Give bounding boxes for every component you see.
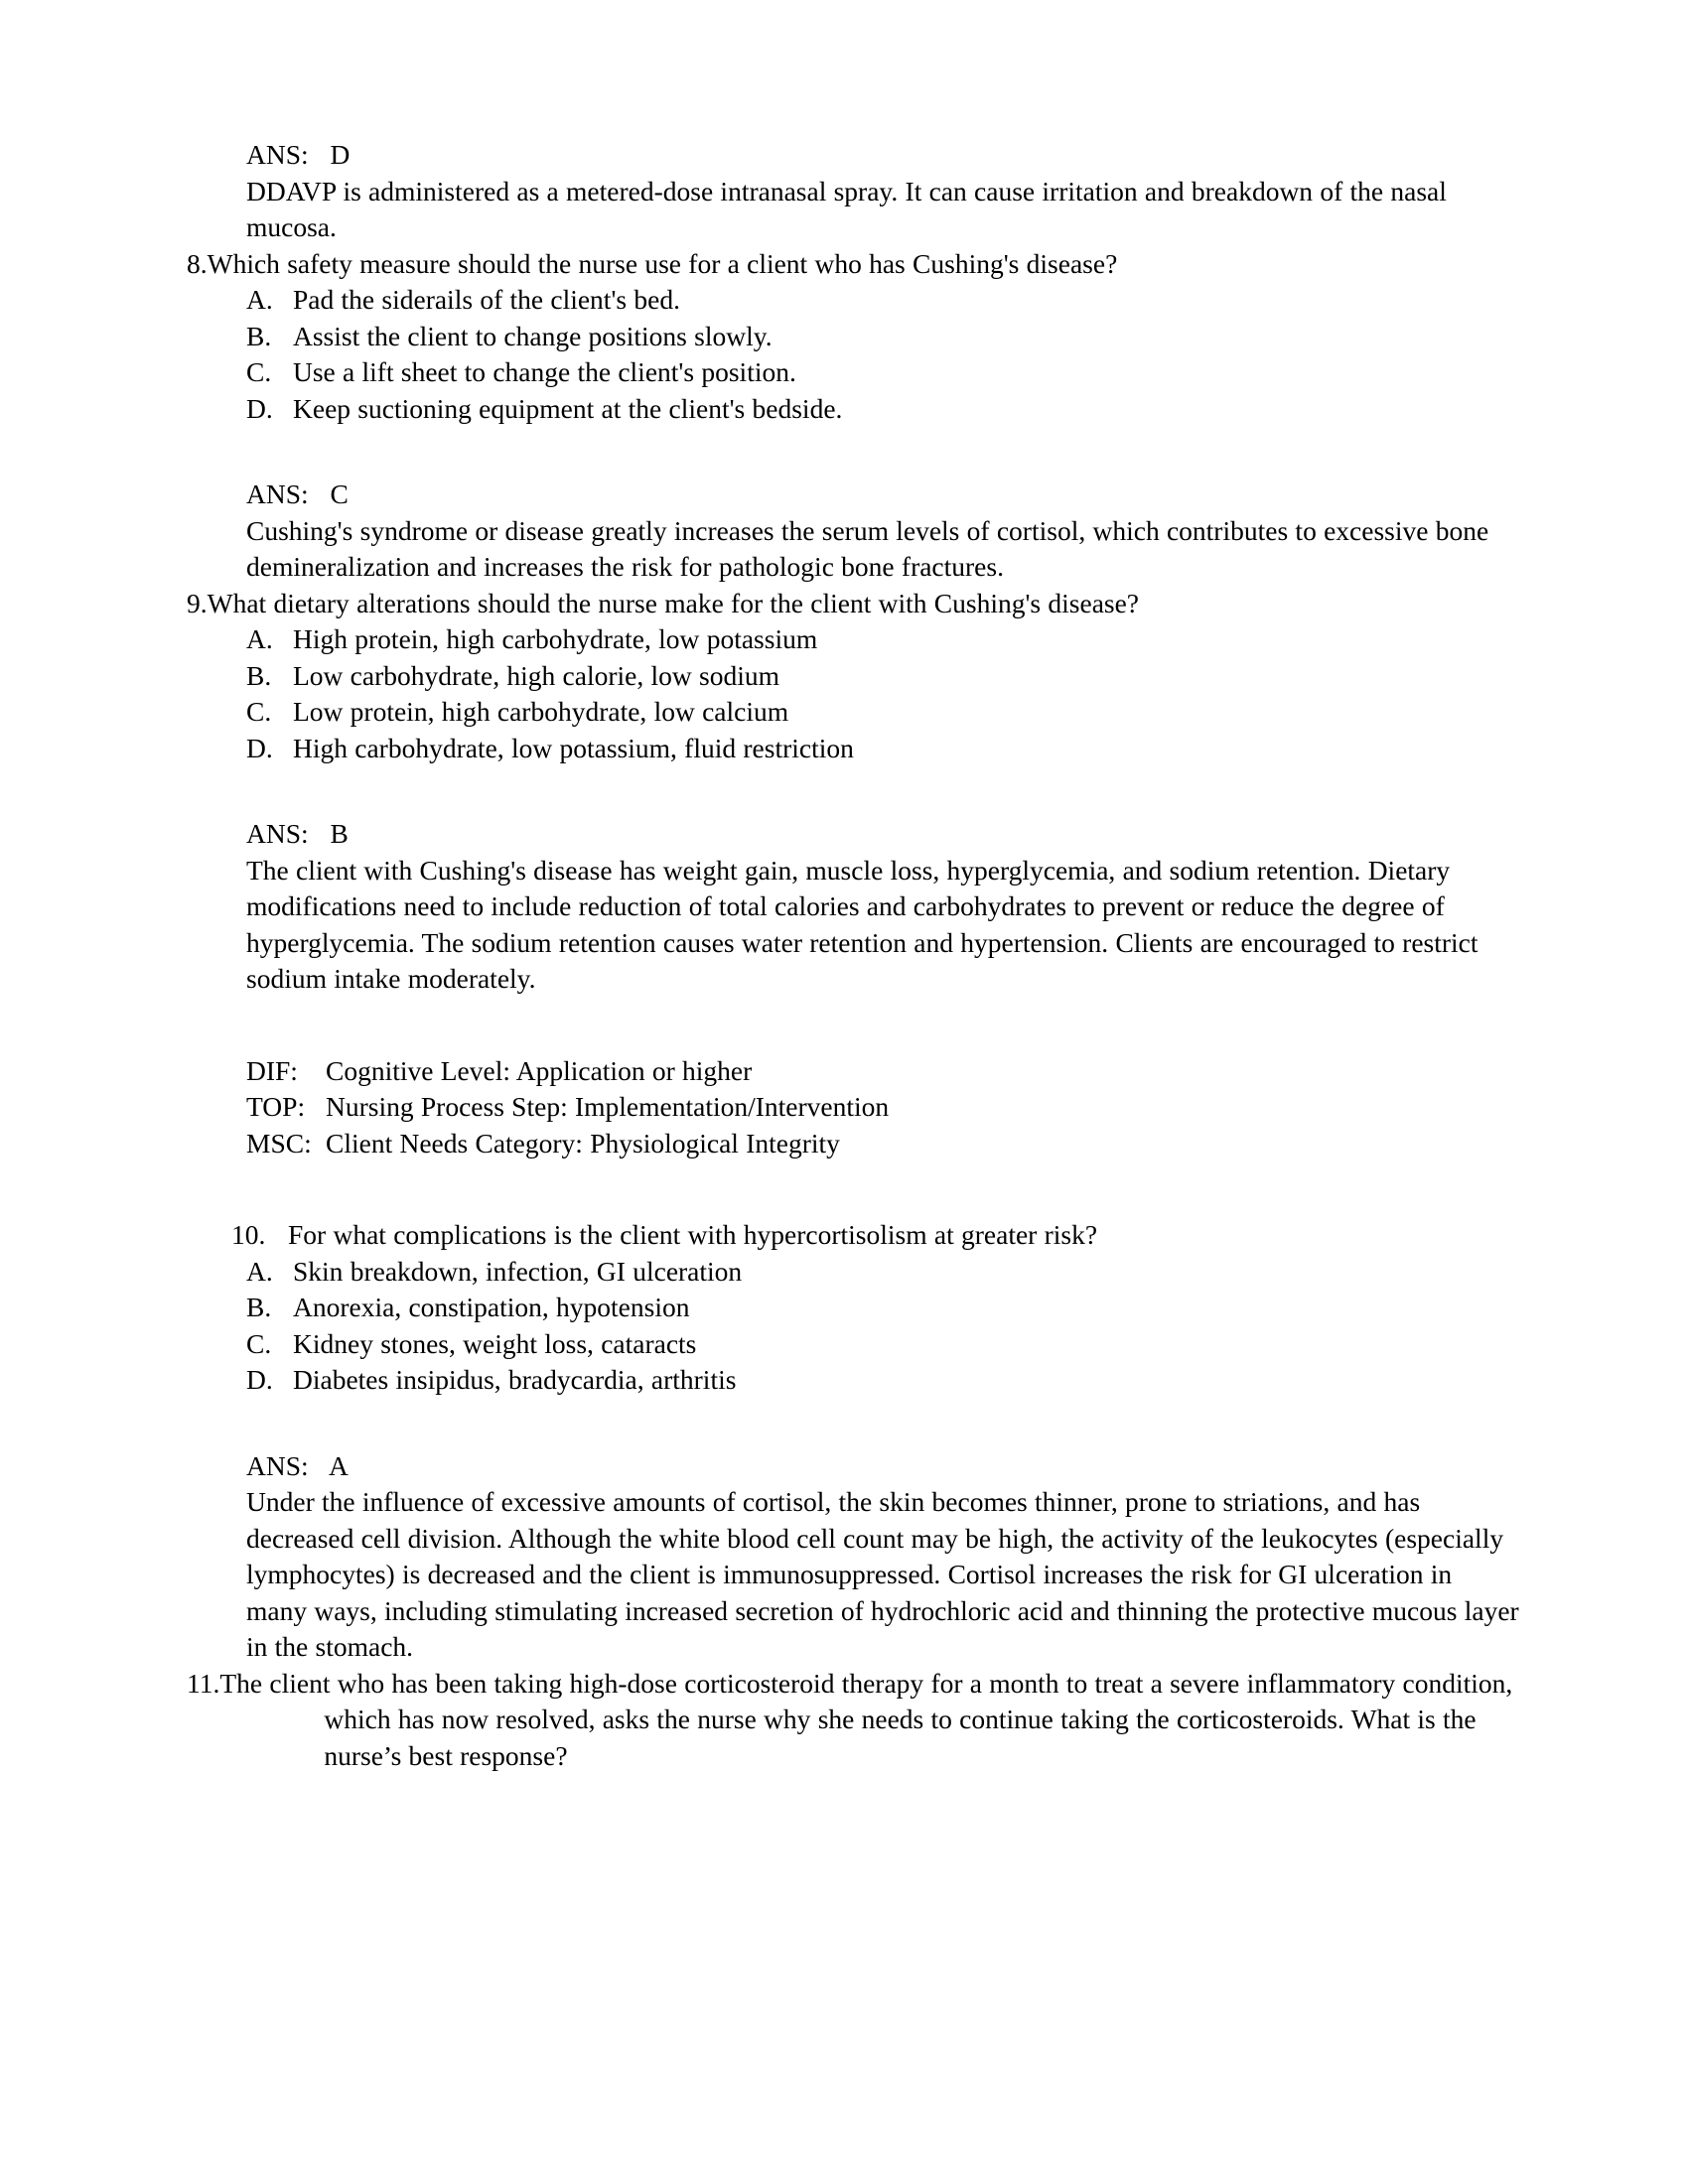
option-text: Low protein, high carbohydrate, low calcium (293, 696, 789, 727)
question-10-option-b[interactable] (246, 1290, 1519, 1326)
question-10-option-c[interactable] (246, 1326, 1519, 1363)
metadata-value: Client Needs Category: Physiological Integrity (326, 1127, 840, 1159)
answer-explanation-10: Under the influence of excessive amounts of cortisol, the skin becomes thinner, prone to striations, and has decreased cell division. Although the white blood cell count may be high, the activity of the leukocytes (especially lymphocytes) is decreased and the client is immunosuppressed. Cortisol increases the risk for GI ulceration in many ways, including stimulating increased secretion of hydrochloric acid and thinning the protective mucous layer in the stomach. (246, 1486, 1519, 1662)
question-9 (187, 586, 1519, 622)
option-text: Keep suctioning equipment at the client's bedside. (293, 392, 843, 424)
question-8-number: 8. (187, 247, 208, 279)
metadata-msc (246, 1126, 1529, 1162)
spacer (169, 766, 1529, 816)
question-10-option-a[interactable] (246, 1254, 1519, 1291)
answer-block-9 (246, 816, 1519, 998)
question-9-option-c[interactable] (246, 694, 1519, 731)
option-text: Skin breakdown, infection, GI ulceration (293, 1255, 743, 1287)
option-text: Low carbohydrate, high calorie, low sodium (293, 659, 779, 691)
question-8 (187, 246, 1519, 283)
option-letter: B. (246, 659, 272, 691)
metadata-value: Nursing Process Step: Implementation/Intervention (326, 1091, 890, 1122)
option-text: High protein, high carbohydrate, low potassium (293, 623, 818, 654)
option-letter: B. (246, 1292, 272, 1322)
option-letter: B. (246, 320, 272, 351)
question-8-text: Which safety measure should the nurse use for a client who has Cushing's disease? (207, 247, 1118, 279)
option-text: Pad the siderails of the client's bed. (293, 284, 680, 315)
answer-block-10 (246, 1448, 1519, 1666)
metadata-value: Cognitive Level: Application or higher (326, 1054, 753, 1086)
question-11-text: The client who has been taking high-dose corticosteroid therapy for a month to treat a severe inflammatory condition, which has now resolved, asks the nurse why she needs to continue taking the corticosteroids. What is the nurse’s best response? (219, 1667, 1513, 1771)
option-letter: A. (246, 623, 273, 654)
answer-label-9: ANS: B (246, 818, 349, 849)
answer-label-10: ANS: A (246, 1449, 349, 1481)
metadata-top (246, 1089, 1529, 1126)
option-text: Use a lift sheet to change the client's position. (293, 356, 796, 387)
option-letter: C. (246, 1327, 272, 1359)
option-letter: A. (246, 284, 273, 315)
question-8-option-c[interactable] (246, 354, 1519, 391)
option-text: High carbohydrate, low potassium, fluid restriction (293, 732, 854, 763)
question-8-option-b[interactable] (246, 319, 1519, 355)
spacer (169, 1161, 1529, 1217)
question-11-number: 11. (187, 1667, 220, 1699)
question-8-option-a[interactable] (246, 282, 1519, 319)
question-10-number: 10. (231, 1219, 266, 1250)
question-10-text: For what complications is the client with hypercortisolism at greater risk? (288, 1219, 1098, 1250)
spacer (169, 998, 1529, 1053)
metadata-dif (246, 1053, 1529, 1090)
question-10-option-d[interactable] (246, 1362, 1519, 1399)
option-letter: C. (246, 696, 272, 727)
document-content (169, 137, 1529, 1774)
question-9-text: What dietary alterations should the nurse make for the client with Cushing's disease? (207, 587, 1140, 618)
answer-label-7: ANS: D (246, 139, 351, 170)
option-text: Kidney stones, weight loss, cataracts (293, 1327, 697, 1359)
metadata-key: DIF: (246, 1054, 298, 1086)
option-letter: D. (246, 1364, 273, 1395)
option-text: Anorexia, constipation, hypotension (293, 1292, 690, 1322)
spacer (169, 427, 1529, 477)
option-letter: D. (246, 732, 273, 763)
option-letter: D. (246, 392, 273, 424)
metadata-key: TOP: (246, 1091, 306, 1122)
answer-explanation-8: Cushing's syndrome or disease greatly increases the serum levels of cortisol, which contributes to excessive bone demineralization and increases the risk for pathologic bone fractures. (246, 514, 1489, 582)
answer-explanation-9: The client with Cushing's disease has weight gain, muscle loss, hyperglycemia, and sodium retention. Dietary modifications need to include reduction of total calories and carbohydrates to prevent or reduce the degree of hyperglycemia. The sodium retention causes water retention and hypertension. Clients are encouraged to restrict sodium intake moderately. (246, 854, 1478, 994)
option-text: Assist the client to change positions slowly. (293, 320, 773, 351)
question-9-option-d[interactable] (246, 731, 1519, 767)
question-8-option-d[interactable] (246, 391, 1519, 428)
question-9-option-b[interactable] (246, 658, 1519, 695)
option-text: Diabetes insipidus, bradycardia, arthritis (293, 1364, 737, 1395)
question-11 (187, 1666, 1519, 1775)
option-letter: A. (246, 1255, 273, 1287)
answer-block-7 (246, 137, 1519, 246)
spacer (169, 1399, 1529, 1448)
answer-label-8: ANS: C (246, 478, 349, 509)
metadata-key: MSC: (246, 1127, 312, 1159)
question-9-number: 9. (187, 587, 208, 618)
question-10 (231, 1217, 1564, 1254)
option-letter: C. (246, 356, 272, 387)
answer-block-8 (246, 477, 1519, 586)
question-9-option-a[interactable] (246, 621, 1519, 658)
answer-explanation-7: DDAVP is administered as a metered-dose intranasal spray. It can cause irritation and breakdown of the nasal mucosa. (246, 175, 1447, 242)
